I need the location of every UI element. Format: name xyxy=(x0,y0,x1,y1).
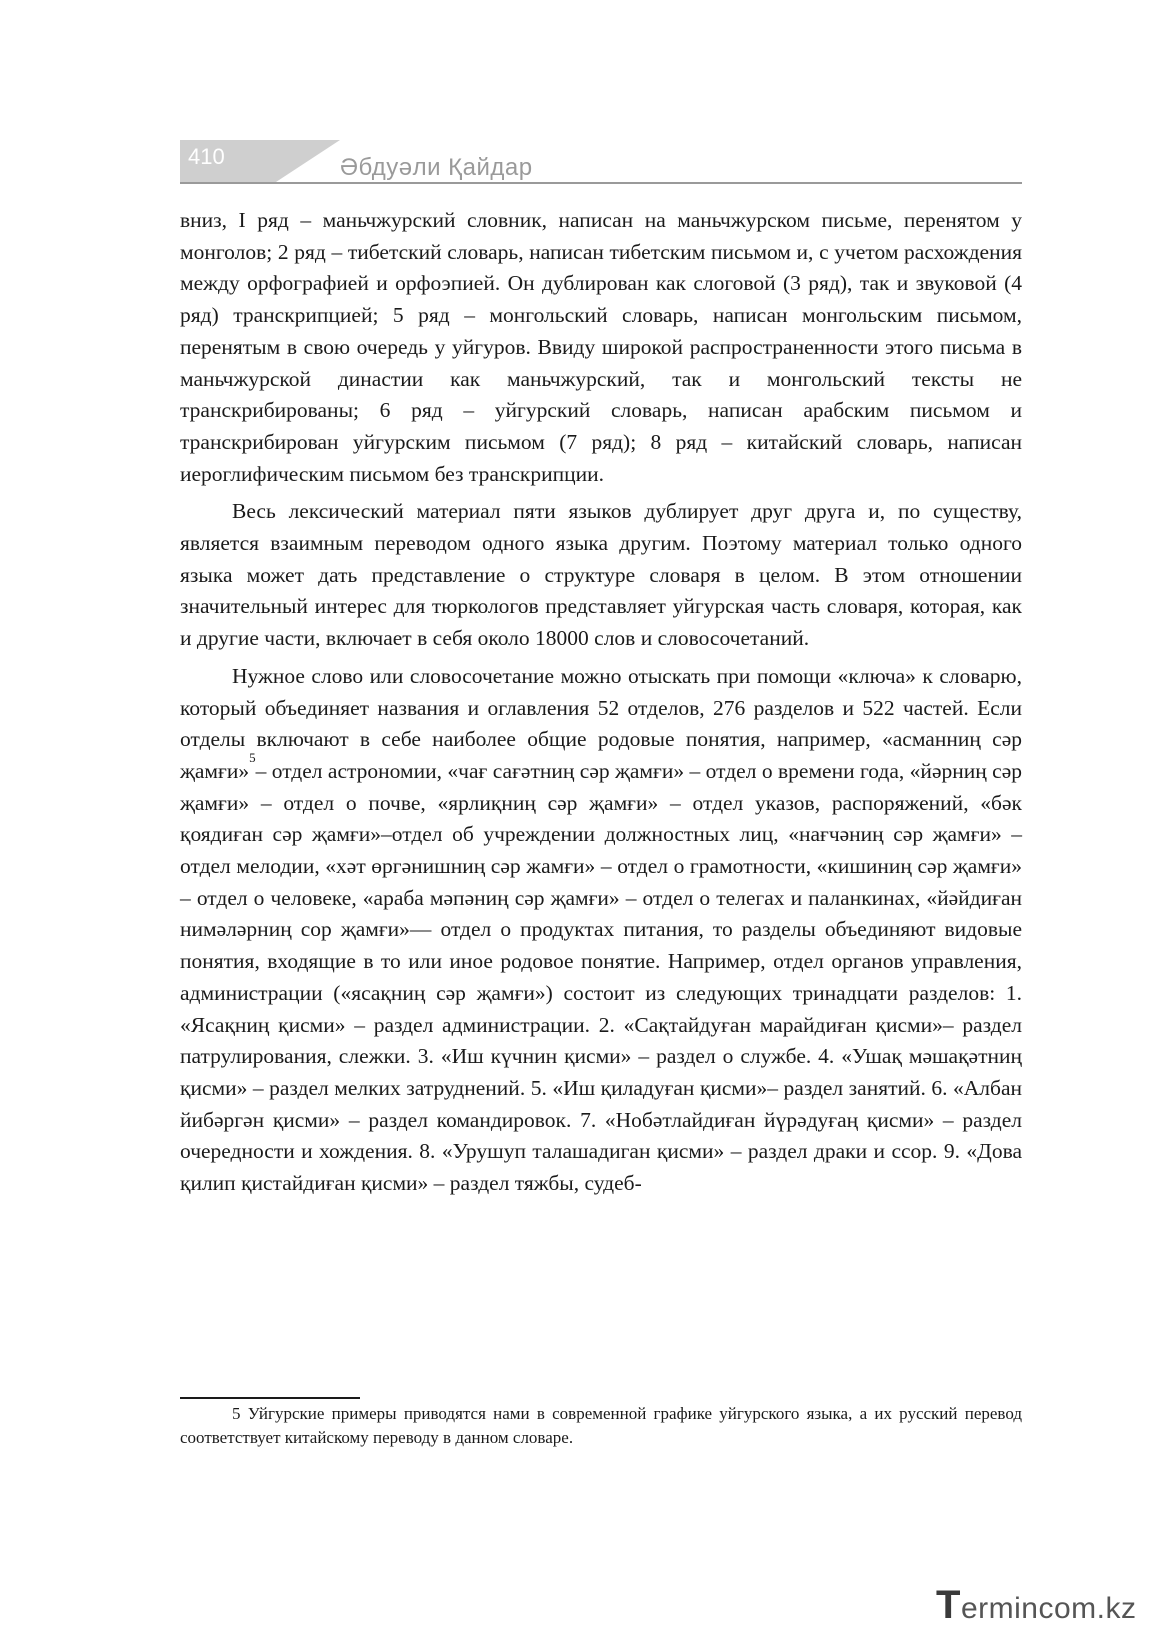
footnote: 5 Уйгурские примеры приводятся нами в современной графике уйгурского языка, а их русский перевод соответствует китайскому переводу в данном словаре. xyxy=(180,1404,1022,1447)
footnote-rule xyxy=(180,1397,360,1399)
paragraph-2: Весь лексический материал пяти языков дублирует друг друга и, по существу, является взаимным переводом одного языка другим. Поэтому материал только одного языка может дать представление о структуре словаря в целом. В этом отношении значительный интерес для тюркологов представляет уйгурская часть словаря, которая, как и другие части, включает в себя около 18000 слов и словосочетаний. xyxy=(180,499,1022,651)
page-tab-slope xyxy=(276,140,340,182)
page-number: 410 xyxy=(188,144,225,169)
paragraph-1: вниз, I ряд – маньчжурский словник, написан на маньчжурском письме, перенятом у монголов; 2 ряд – тибетский словарь, написан тибетским письмом и, с учетом расхождения между орфографией и орфоэпией. Он дублирован как слоговой (3 ряд), так и звуковой (4 ряд) транскрипцией; 5 ряд – монгольский словарь, написан монгольским письмом, перенятым в свою очередь у уйгуров. Ввиду широкой распространенности этого письма в маньчжурской династии как маньчжурский, так и монгольский тексты не транскрибированы; 6 ряд – уйгурский словарь, написан арабским письмом и транскрибирован уйгурским письмом (7 ряд); 8 ряд – китайский словарь, написан иероглифическим письмом без транскрипции. xyxy=(180,208,1022,486)
paragraph-3-part-2: – отдел астрономии, «чағ сағәтниң сәр җамғи» – отдел о времени года, «йәрниң сәр җамғи» – отдел о почве, «ярлиқниң сәр җамғи» – отдел указов, распоряжений, «бәк қоядиған сәр җамғи»–отдел об учреждении должностных лиц, «нағчәниң сәр җамғи» – отдел мелодии, «хәт өргәнишниң сәр жамғи» – отдел о грамотности, «кишиниң сәр җамғи» – отдел о человеке, «араба мәпәниң сәр җамғи» – отдел о телегах и паланкинах, «йәйдиған нимәләрниң сор җамғи»— отдел о продуктах питания, то разделы объединяют видовые понятия, входящие в то или иное родовое понятие. Например, отдел органов управления, администрации («ясақниң сәр җамғи») состоит из следующих тринадцати разделов: 1. «Ясақниң қисми» – раздел администрации. 2. «Сақтайдуған марайдиған қисми»– раздел патрулирования, слежки. 3. «Иш күчнин қисми» – раздел о службе. 4. «Ушақ мәшақәтниң қисми» – раздел мелких затруднений. 5. «Иш қиладуған қисми»– раздел занятий. 6. «Албан йибәргән қисми» – раздел командировок. 7. «Нобәтлайдиған йүрәдуғаң қисми» – раздел очередности и хождения. 8. «Урушуп талашадиган қисми» – раздел драки и ссор. 9. «Дова қилип қистайдиған қисми» – раздел тяжбы, судеб- xyxy=(180,758,1022,1196)
running-head-author: Әбдуәли Қайдар xyxy=(340,154,533,181)
paragraph-3-part-1: Нужное слово или словосочетание можно отыскать при помощи «ключа» к словарю, который объединяет названия и оглавления 52 отделов, 276 разделов и 522 частей. Если отделы включают в себе наиболее общие родовые понятия, например, «асманниң сәр җамғи» xyxy=(180,663,1022,783)
page-header xyxy=(180,136,1022,186)
body-text xyxy=(180,205,1022,1200)
footnote-marker: 5 xyxy=(249,749,256,765)
watermark-rest: ermincom.kz xyxy=(960,1592,1137,1625)
watermark-first-letter: T xyxy=(936,1583,961,1627)
header-rule xyxy=(180,182,1022,184)
watermark-logo xyxy=(936,1583,1136,1628)
paragraph-3 xyxy=(180,661,1022,1200)
